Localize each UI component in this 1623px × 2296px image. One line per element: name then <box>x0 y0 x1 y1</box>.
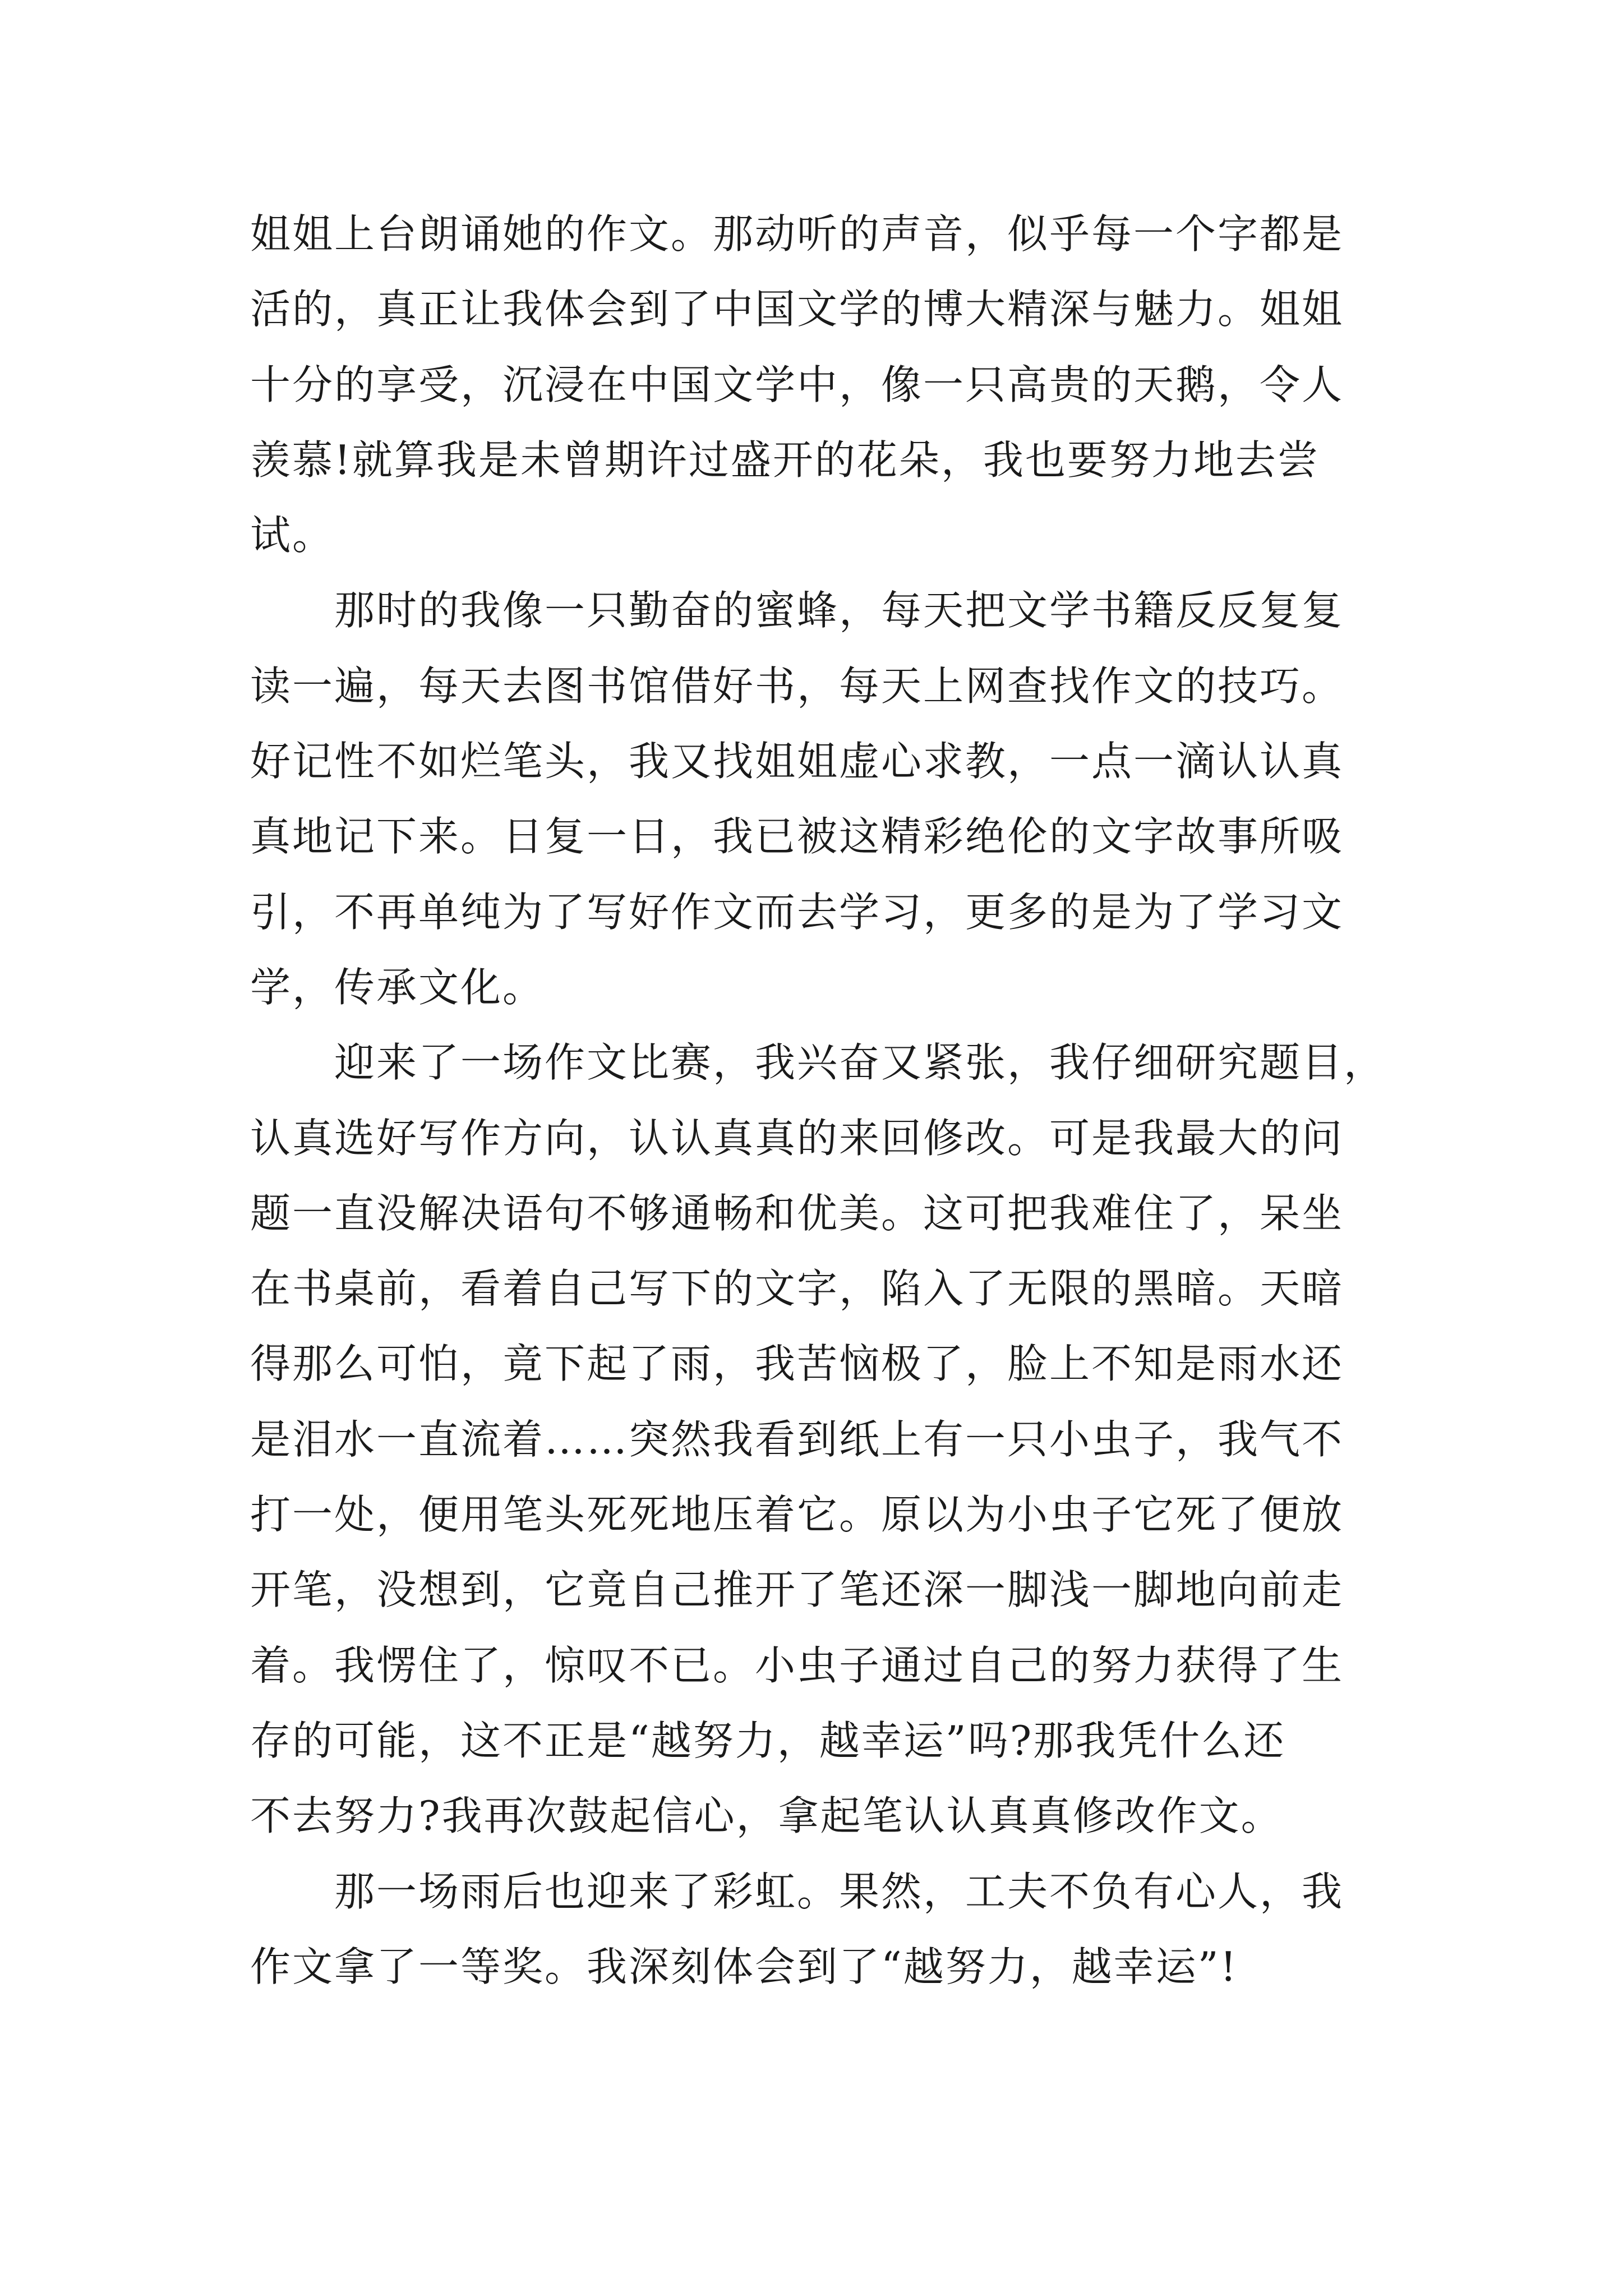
paragraph-4 <box>250 1854 1389 2005</box>
text-line: 读一遍，每天去图书馆借好书，每天上网查找作文的技巧。 <box>250 662 1344 710</box>
text-line: 学，传承文化。 <box>250 963 545 1011</box>
text-line: 那时的我像一只勤奋的蜜蜂，每天把文学书籍反反复复 <box>334 587 1344 634</box>
text-line: 迎来了一场作文比赛，我兴奋又紧张，我仔细研究题目， <box>334 1039 1386 1087</box>
text-line: 存的可能，这不正是“越努力，越幸运”吗?那我凭什么还 <box>250 1717 1286 1764</box>
text-line: 在书桌前，看着自己写下的文字，陷入了无限的黑暗。天暗 <box>250 1265 1344 1313</box>
text-line: 真地记下来。日复一日，我已被这精彩绝伦的文字故事所吸 <box>250 813 1344 861</box>
text-line: 羡慕!就算我是未曾期许过盛开的花朵，我也要努力地去尝 <box>250 436 1320 484</box>
text-line: 打一处，便用笔头死死地压着它。原以为小虫子它死了便放 <box>250 1491 1344 1539</box>
text-line: 引，不再单纯为了写好作文而去学习，更多的是为了学习文 <box>250 888 1344 936</box>
essay-body <box>250 196 1389 2004</box>
text-line: 着。我愣住了，惊叹不已。小虫子通过自己的努力获得了生 <box>250 1641 1344 1689</box>
text-line: 是泪水一直流着……突然我看到纸上有一只小虫子，我气不 <box>250 1415 1344 1463</box>
text-line: 认真选好写作方向，认认真真的来回修改。可是我最大的问 <box>250 1114 1344 1162</box>
text-line: 开笔，没想到，它竟自己推开了笔还深一脚浅一脚地向前走 <box>250 1566 1344 1614</box>
text-line: 不去努力?我再次鼓起信心，拿起笔认认真真修改作文。 <box>250 1792 1283 1840</box>
text-line: 试。 <box>250 512 335 559</box>
text-line: 题一直没解决语句不够通畅和优美。这可把我难住了，呆坐 <box>250 1189 1344 1237</box>
text-line: 活的，真正让我体会到了中国文学的博大精深与魅力。姐姐 <box>250 286 1344 333</box>
paragraph-3 <box>250 1025 1389 1853</box>
paragraph-2 <box>250 573 1389 1025</box>
text-line: 好记性不如烂笔头，我又找姐姐虚心求教，一点一滴认认真 <box>250 738 1344 785</box>
text-line: 十分的享受，沉浸在中国文学中，像一只高贵的天鹅，令人 <box>250 361 1344 408</box>
text-line: 姐姐上台朗诵她的作文。那动听的声音，似乎每一个字都是 <box>250 210 1344 257</box>
text-line: 作文拿了一等奖。我深刻体会到了“越努力，越幸运”! <box>250 1943 1238 1990</box>
text-line: 那一场雨后也迎来了彩虹。果然，工夫不负有心人，我 <box>334 1867 1344 1915</box>
paragraph-1 <box>250 196 1389 573</box>
text-line: 得那么可怕，竟下起了雨，我苦恼极了，脸上不知是雨水还 <box>250 1340 1344 1388</box>
